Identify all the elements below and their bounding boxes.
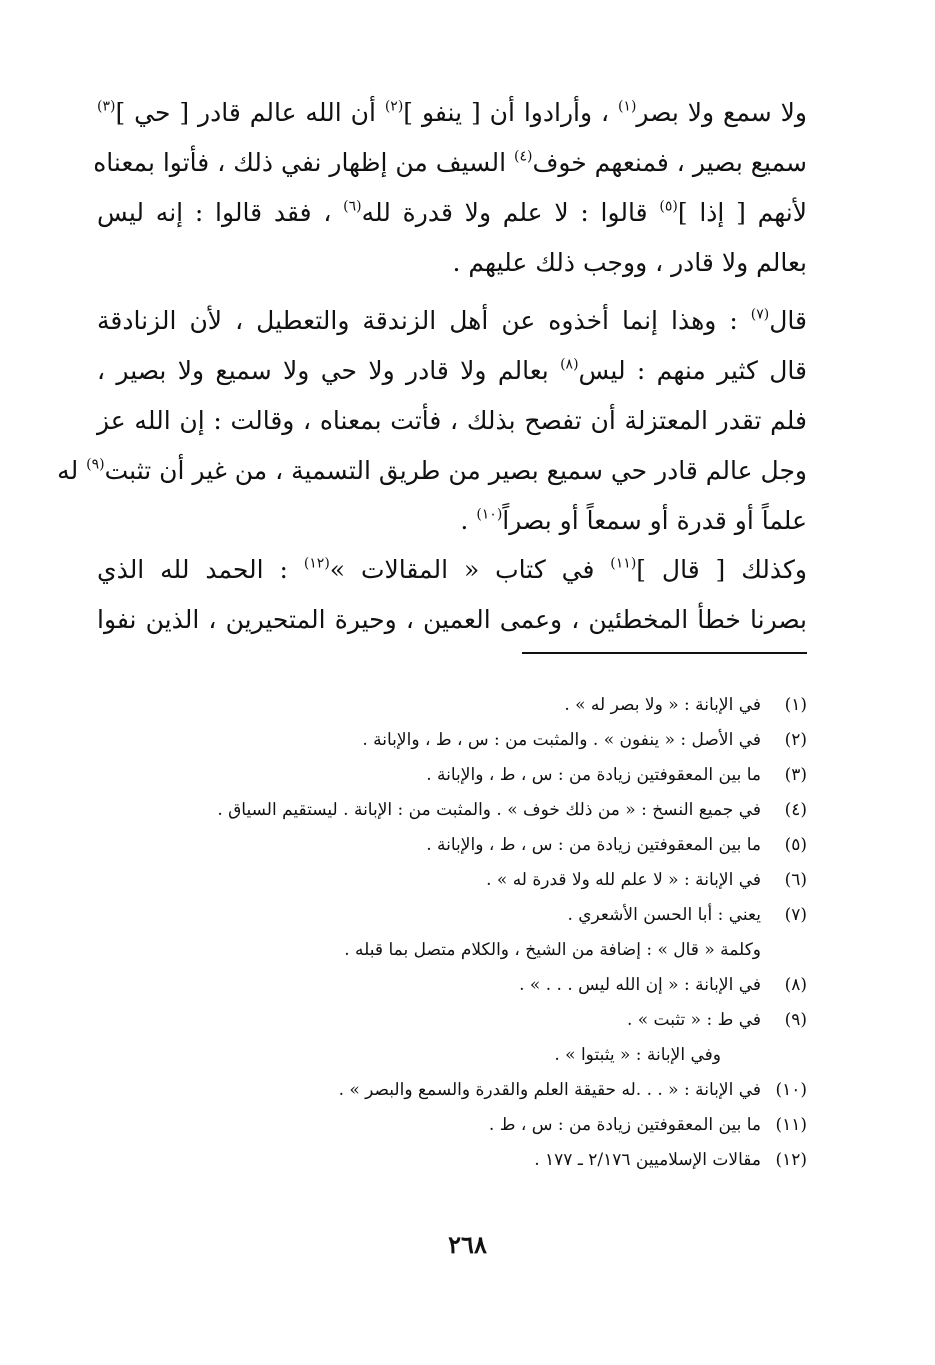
paragraph-3 <box>97 545 807 645</box>
line: فلم تقدر المعتزلة أن تفصح بذلك ، فأتت بمعناه ، وقالت : إن الله عز <box>97 406 807 435</box>
footnote-ref-8: (٨) <box>560 356 579 373</box>
footnote-12: (١٢) مقالات الإسلاميين ٢/١٧٦ ـ ١٧٧ . <box>534 1150 807 1170</box>
paragraph-2 <box>57 296 807 546</box>
line: قال كثير منهم : ليس$^{(٨)}$ بعالم ولا قادر ولا حي ولا سميع ولا بصير ، <box>97 356 807 385</box>
line: ولا سمع ولا بصر$^{(١)}$ ، وأرادوا أن [ ينفو ]$^{(٢)}$ أن الله عالم قادر [ حي ]$^{(٣)}$ <box>97 98 807 127</box>
footnotes-list <box>87 688 807 1178</box>
footnote-3: (٣) ما بين المعقوفتين زيادة من : س ، ط ، والإبانة . <box>426 765 807 785</box>
footnote-ref-2: (٢) <box>384 98 404 115</box>
line: وكذلك [ قال ]$^{(١١)}$ في كتاب « المقالات »$^{(١٢)}$ : الحمد لله الذي <box>97 555 807 584</box>
footnote-ref-5: (٥) <box>659 198 678 215</box>
footnote-divider <box>522 652 807 654</box>
line: علماً أو قدرة أو سمعاً أو بصراً$^{(١٠)}$ . <box>460 506 807 535</box>
footnote-ref-1: (١) <box>617 98 637 115</box>
footnote-ref-12: (١٢) <box>303 555 330 572</box>
footnote-ref-6: (٦) <box>343 198 362 215</box>
footnote-6: (٦) في الإبانة : « لا علم لله ولا قدرة له » . <box>486 870 807 890</box>
footnote-9-continued: وفي الإبانة : « يثبتوا » . <box>554 1045 721 1065</box>
line: قال$^{(٧)}$ : وهذا إنما أخذوه عن أهل الزندقة والتعطيل ، لأن الزنادقة <box>97 306 807 335</box>
footnote-ref-7: (٧) <box>750 306 770 323</box>
footnote-1: (١) في الإبانة : « ولا بصر له » . <box>564 695 807 715</box>
footnote-9: (٩) في ط : « تثبت » . <box>626 1010 807 1030</box>
footnote-ref-4: (٤) <box>513 148 533 165</box>
footnote-ref-11: (١١) <box>610 555 637 572</box>
footnote-ref-9: (٩) <box>86 456 105 473</box>
paragraph-1 <box>93 88 808 288</box>
footnote-8: (٨) في الإبانة : « إن الله ليس . . . » . <box>519 975 807 995</box>
line: سميع بصير ، فمنعهم خوف$^{(٤)}$ السيف من إظهار نفي ذلك ، فأتوا بمعناه <box>93 148 807 177</box>
footnote-4: (٤) في جميع النسخ : « من ذلك خوف » . والمثبت من : الإبانة . ليستقيم السياق . <box>217 800 807 820</box>
footnote-ref-3: (٣) <box>97 98 116 115</box>
line: بصرنا خطأ المخطئين ، وعمى العمين ، وحيرة المتحيرين ، الذين نفوا <box>97 605 807 634</box>
line: وجل عالم قادر حي سميع بصير من طريق التسمية ، من غير أن تثبت$^{(٩)}$ له <box>57 456 807 485</box>
footnote-ref-10: (١٠) <box>476 506 503 523</box>
footnote-5: (٥) ما بين المعقوفتين زيادة من : س ، ط ، والإبانة . <box>426 835 807 855</box>
line: بعالم ولا قادر ، ووجب ذلك عليهم . <box>452 248 807 277</box>
line: لأنهم [ إذا ]$^{(٥)}$ قالوا : لا علم ولا قدرة لله$^{(٦)}$ ، فقد قالوا : إنه ليس <box>97 198 808 227</box>
footnote-2: (٢) في الأصل : « ينفون » . والمثبت من : س ، ط ، والإبانة . <box>362 730 807 750</box>
footnote-11: (١١) ما بين المعقوفتين زيادة من : س ، ط . <box>488 1115 807 1135</box>
page-number: ٢٦٨ <box>448 1230 487 1259</box>
footnote-7-continued: وكلمة « قال » : إضافة من الشيخ ، والكلام متصل بما قبله . <box>344 940 761 960</box>
footnote-7: (٧) يعني : أبا الحسن الأشعري . <box>567 905 807 925</box>
footnote-10: (١٠) في الإبانة : « . . .له حقيقة العلم والقدرة والسمع والبصر » . <box>338 1080 807 1100</box>
